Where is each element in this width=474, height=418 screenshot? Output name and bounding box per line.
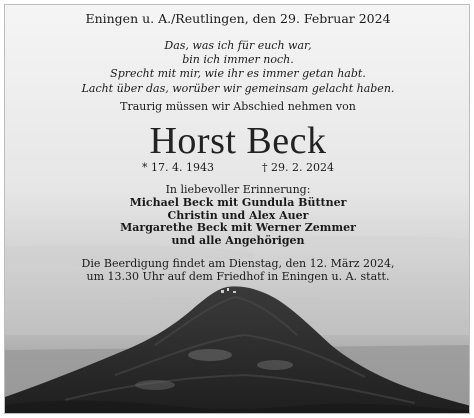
- deceased-name: Horst Beck: [149, 120, 327, 162]
- mourner: Christin und Alex Auer: [167, 208, 309, 222]
- death-date: † 29. 2. 2024: [262, 161, 334, 174]
- funeral-info: [5, 257, 470, 283]
- farewell-intro: Traurig müssen wir Abschied nehmen von: [120, 100, 356, 113]
- mourner: Michael Beck mit Gundula Büttner: [129, 196, 347, 209]
- memory-heading: In liebevoller Erinnerung:: [165, 183, 311, 196]
- place-date-line: Eningen u. A./Reutlingen, den 29. Februar 2024: [85, 11, 391, 26]
- poem-line: Sprecht mit mir, wie ihr es immer getan habt.: [110, 67, 366, 81]
- notice-frame: [4, 4, 470, 414]
- mourner: und alle Angehörigen: [171, 233, 305, 247]
- funeral-line: Die Beerdigung findet am Dienstag, den 12. März 2024,: [81, 257, 395, 270]
- mourners-list: [5, 197, 470, 247]
- poem: [5, 39, 470, 96]
- mourner: Margarethe Beck mit Werner Zemmer: [120, 221, 356, 235]
- birth-date: * 17. 4. 1943: [142, 161, 214, 174]
- poem-line: Lacht über das, worüber wir gemeinsam gelacht haben.: [81, 81, 395, 95]
- funeral-line: um 13.30 Uhr auf dem Friedhof in Eningen u. A. statt.: [86, 270, 390, 283]
- poem-line: Das, was ich für euch war,: [164, 39, 312, 52]
- poem-line: bin ich immer noch.: [182, 53, 294, 67]
- life-dates: [5, 161, 470, 174]
